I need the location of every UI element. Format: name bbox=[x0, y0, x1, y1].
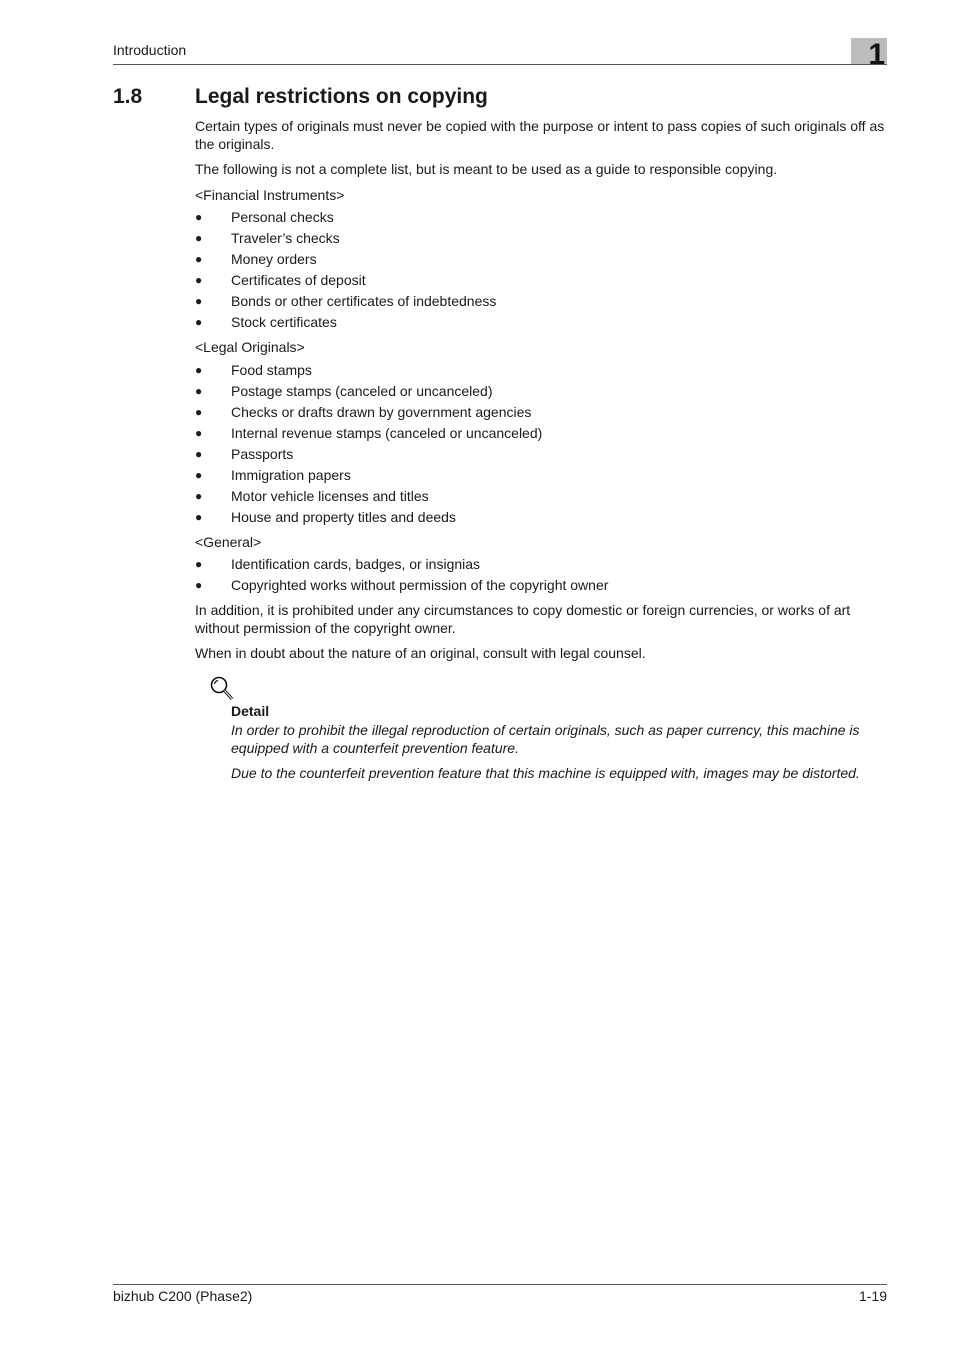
bullet-icon: ● bbox=[195, 294, 203, 308]
list-item bbox=[195, 360, 887, 381]
bullet-icon: ● bbox=[195, 231, 203, 245]
list-item-text: Immigration papers bbox=[231, 466, 351, 483]
list-item-text: Copyrighted works without permission of the copyright owner bbox=[231, 577, 609, 593]
legal-list bbox=[195, 360, 887, 528]
bullet-icon: ● bbox=[195, 557, 203, 571]
list-item bbox=[195, 423, 887, 444]
list-item bbox=[195, 291, 887, 312]
closing-paragraph: In addition, it is prohibited under any circumstances to copy domestic or foreign currencies, or works of art without permission of the copyright owner. bbox=[195, 602, 851, 636]
bullet-icon: ● bbox=[195, 488, 203, 503]
page-footer bbox=[113, 1284, 887, 1304]
bullet-icon: ● bbox=[195, 273, 203, 287]
general-list bbox=[195, 554, 887, 596]
group-label-financial: <Financial Instruments> bbox=[195, 186, 345, 203]
list-item-text: Food stamps bbox=[231, 361, 312, 378]
list-item-text: Motor vehicle licenses and titles bbox=[231, 487, 429, 504]
bullet-icon: ● bbox=[195, 210, 203, 224]
list-item-text: Internal revenue stamps (canceled or uncanceled) bbox=[231, 424, 543, 441]
header-title: Introduction bbox=[113, 42, 187, 58]
section-heading bbox=[113, 84, 887, 110]
group-label-legal: <Legal Originals> bbox=[195, 339, 305, 355]
bullet-icon: ● bbox=[195, 425, 203, 440]
list-item bbox=[195, 486, 887, 507]
group-label-general: <General> bbox=[195, 533, 262, 550]
bullet-icon: ● bbox=[195, 509, 203, 524]
list-item-text: Personal checks bbox=[231, 209, 334, 225]
list-item-text: Identification cards, badges, or insignias bbox=[231, 556, 481, 572]
list-item bbox=[195, 554, 887, 575]
bullet-icon: ● bbox=[195, 362, 203, 377]
list-item bbox=[195, 444, 887, 465]
list-item-text: Traveler’s checks bbox=[231, 230, 340, 246]
list-item-text: Postage stamps (canceled or uncanceled) bbox=[231, 382, 493, 399]
bullet-icon: ● bbox=[195, 383, 203, 398]
detail-title: Detail bbox=[231, 702, 270, 719]
closing-paragraph: When in doubt about the nature of an original, consult with legal counsel. bbox=[195, 645, 646, 661]
detail-paragraph: In order to prohibit the illegal reproduction of certain originals, such as paper currency, this machine is equipped with a counterfeit prevention feature. bbox=[231, 722, 860, 756]
page-header bbox=[113, 38, 887, 71]
list-item bbox=[195, 575, 887, 596]
content-body bbox=[195, 118, 887, 791]
list-item-text: Money orders bbox=[231, 251, 317, 267]
bullet-icon: ● bbox=[195, 404, 203, 419]
magnifier-icon bbox=[209, 675, 235, 703]
intro-paragraph: The following is not a complete list, but is meant to be used as a guide to responsible copying. bbox=[195, 161, 778, 177]
financial-list bbox=[195, 207, 887, 333]
list-item bbox=[195, 249, 887, 270]
list-item bbox=[195, 228, 887, 249]
bullet-icon: ● bbox=[195, 315, 203, 329]
list-item bbox=[195, 270, 887, 291]
list-item-text: Checks or drafts drawn by government agencies bbox=[231, 403, 532, 420]
list-item bbox=[195, 312, 887, 333]
bullet-icon: ● bbox=[195, 446, 203, 461]
section-title: Legal restrictions on copying bbox=[195, 85, 488, 108]
list-item-text: Certificates of deposit bbox=[231, 272, 366, 288]
bullet-icon: ● bbox=[195, 252, 203, 266]
list-item bbox=[195, 402, 887, 423]
intro-paragraph: Certain types of originals must never be copied with the purpose or intent to pass copies of such originals off as the originals. bbox=[195, 118, 885, 152]
list-item-text: Passports bbox=[231, 445, 294, 462]
list-item bbox=[195, 381, 887, 402]
list-item bbox=[195, 507, 887, 528]
footer-product: bizhub C200 (Phase2) bbox=[113, 1288, 253, 1304]
detail-note bbox=[195, 679, 887, 783]
list-item-text: Bonds or other certificates of indebtedness bbox=[231, 293, 497, 309]
list-item bbox=[195, 465, 887, 486]
section-number: 1.8 bbox=[113, 85, 143, 108]
list-item-text: Stock certificates bbox=[231, 314, 337, 330]
bullet-icon: ● bbox=[195, 578, 203, 592]
footer-page-number: 1-19 bbox=[858, 1288, 887, 1304]
list-item-text: House and property titles and deeds bbox=[231, 508, 456, 525]
detail-paragraph: Due to the counterfeit prevention feature that this machine is equipped with, images may be distorted. bbox=[231, 765, 860, 781]
bullet-icon: ● bbox=[195, 467, 203, 482]
list-item bbox=[195, 207, 887, 228]
chapter-number: 1 bbox=[868, 38, 885, 71]
